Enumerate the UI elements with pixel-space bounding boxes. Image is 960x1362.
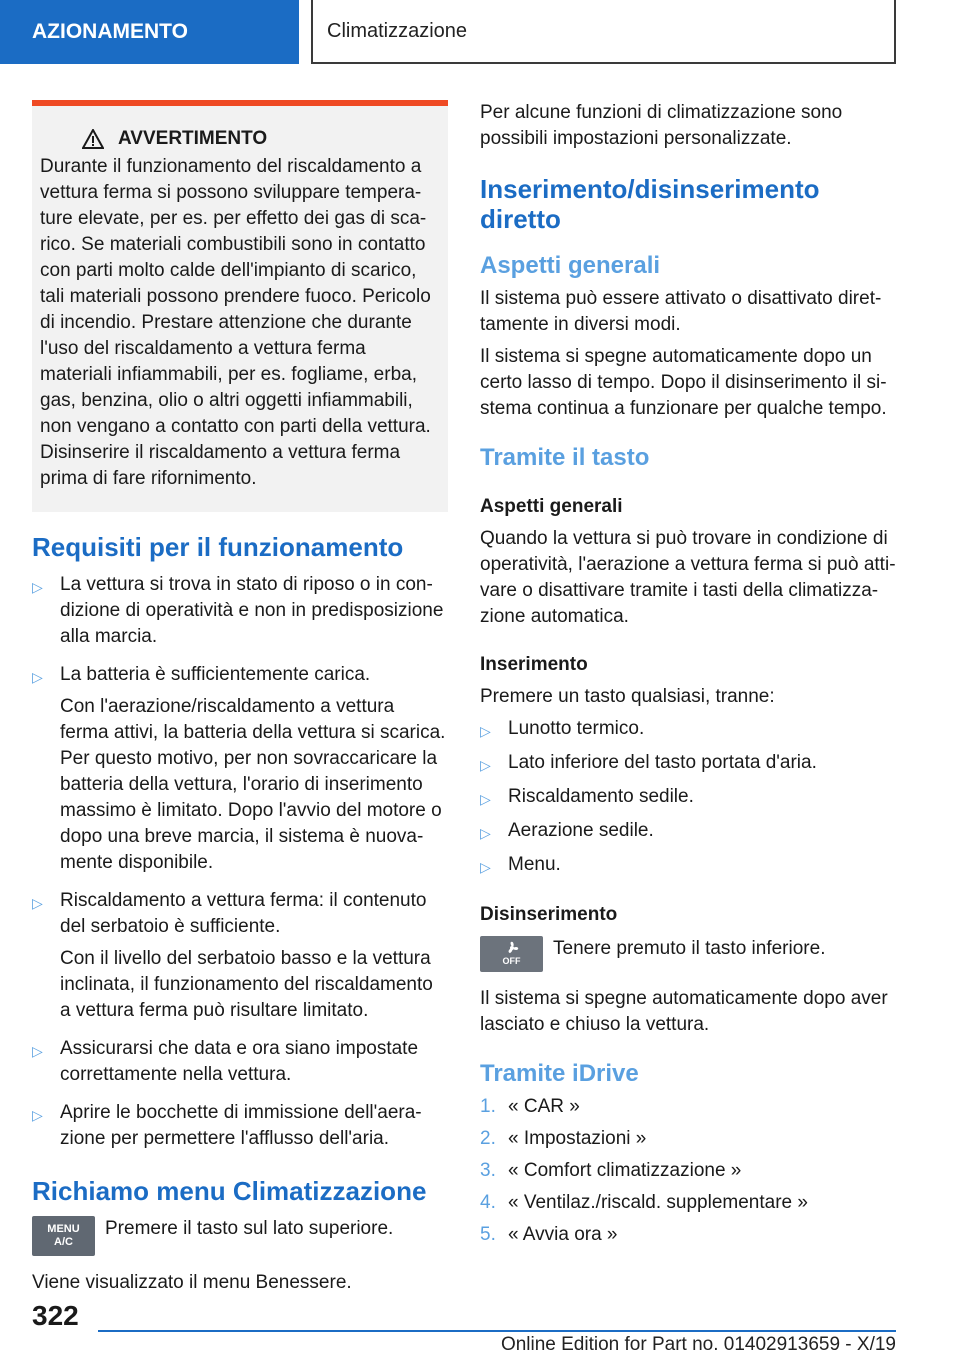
idrive-heading: Tramite iDrive [480,1060,639,1087]
requisiti-list [32,572,448,1158]
step-text: « Ventilaz./riscald. supplementare » [508,1192,808,1213]
off-key-row [480,936,898,972]
step-item [480,1158,898,1184]
inserimento-heading: Inserimento/disinserimento diretto [480,174,820,234]
list-item-text: Riscaldamento a vettura ferma: il contenuto del serbatoio è sufficiente. [60,890,427,937]
step-text: « Avvia ora » [508,1224,618,1245]
menu-ac-key-icon [32,1216,95,1256]
fan-off-key-icon [480,936,543,972]
list-item-text: La vettura si trova in stato di riposo o in condizione di operatività e non in predisposizione alla marcia. [60,574,444,647]
page-number: 322 [32,1300,79,1331]
richiamo-heading: Richiamo menu Climatizzazione [32,1176,427,1206]
left-column [32,100,448,1302]
idrive-steps [480,1094,898,1248]
triangle-bullet-icon: ▷ [480,757,491,773]
footer-edition: Online Edition for Part no. 01402913659 - X/19 [500,1334,896,1355]
aspetti-text-1: Il sistema può essere attivato o disattivato direttamente in diversi modi. [480,288,882,335]
list-item-text: Lunotto termico. [508,718,645,739]
list-item [480,784,898,812]
requisiti-heading: Requisiti per il funzionamento [32,532,404,562]
inserimento-list [480,716,898,880]
step-text: « Impostazioni » [508,1128,647,1149]
list-item-extra: Con il livello del serbatoio basso e la vettura inclinata, il funzionamento del riscaldamento a vettura ferma può risultare limitato. [60,948,433,1021]
triangle-bullet-icon: ▷ [32,669,43,685]
step-number: 5. [480,1224,496,1245]
step-item [480,1126,898,1152]
list-item-text: La batteria è sufficientemente carica. [60,664,371,685]
off-key-text: Tenere premuto il tasto inferiore. [553,938,826,959]
triangle-bullet-icon: ▷ [480,825,491,841]
list-item-text: Riscaldamento sedile. [508,786,694,807]
chapter-label: Climatizzazione [327,19,468,42]
step-number: 2. [480,1128,496,1149]
key-line2: A/C [54,1236,73,1248]
list-item-text: Aerazione sedile. [508,820,654,841]
step-number: 1. [480,1096,496,1117]
warning-title [82,128,438,150]
list-item-text: Lato inferiore del tasto portata d'aria. [508,752,817,773]
list-item [480,818,898,846]
warning-box [32,100,448,512]
aspetti-heading: Aspetti generali [480,252,661,279]
footer-divider [98,1330,896,1332]
inserimento-subheading: Inserimento [480,654,588,675]
menu-key-text: Premere il tasto sul lato superiore. [105,1218,394,1239]
intro-text: Per alcune funzioni di climatizzazione sono possibili impostazioni personalizzate. [480,102,843,149]
triangle-bullet-icon: ▷ [480,859,491,875]
richiamo-after-text: Viene visualizzato il menu Benessere. [32,1272,352,1293]
step-item [480,1094,898,1120]
triangle-bullet-icon: ▷ [32,579,43,595]
section-label: AZIONAMENTO [32,20,188,43]
list-item [32,662,448,882]
right-column [480,100,898,1254]
tasto-aspetti-text: Quando la vettura si può trovare in condizione di operatività, l'aerazione a vettura ferma si può attivare o disattivare tramite i tasti della climatizzazione automatica. [480,528,896,627]
step-number: 4. [480,1192,496,1213]
step-item [480,1222,898,1248]
step-item [480,1190,898,1216]
list-item-text: Menu. [508,854,561,875]
triangle-bullet-icon: ▷ [32,1043,43,1059]
list-item [32,1036,448,1094]
aspetti-text-2: Il sistema si spegne automaticamente dopo un certo lasso di tempo. Dopo il disinserimento il sistema continua a funzionare per qualche tempo. [480,346,887,419]
step-text: « Comfort climatizzazione » [508,1160,742,1181]
tasto-aspetti-heading: Aspetti generali [480,496,623,517]
warning-icon [82,129,104,149]
list-item [32,1100,448,1158]
triangle-bullet-icon: ▷ [32,895,43,911]
list-item-extra: Con l'aerazione/riscaldamento a vettura ferma attivi, la batteria della vettura si scarica. Per questo motivo, per non sovraccaricare la batteria della vettura, l'orario di inserimento massimo è limitato. Dopo l'avvio del motore o dopo una breve marcia, il sistema è nuovamente disponibile. [60,696,446,873]
menu-key-row [32,1216,448,1256]
warning-title-text: AVVERTIMENTO [118,128,268,149]
list-item [480,750,898,778]
triangle-bullet-icon: ▷ [32,1107,43,1123]
tasto-heading: Tramite il tasto [480,444,650,471]
header-chapter [311,0,896,64]
disinserimento-after-text: Il sistema si spegne automaticamente dopo aver lasciato e chiuso la vettura. [480,988,888,1035]
list-item [480,716,898,744]
triangle-bullet-icon: ▷ [480,723,491,739]
list-item [480,852,898,880]
list-item [32,888,448,1030]
list-item [32,572,448,656]
step-number: 3. [480,1160,496,1181]
warning-text: Durante il funzionamento del riscaldamento a vettura ferma si possono sviluppare temperature elevate, per es. per effetto dei gas di scarico. Se materiali combustibili sono in contatto con parti molto calde dell'impianto di scarico, tali materiali possono prendere fuoco. Pericolo di incendio. Prestare attenzione che durante l'uso del riscaldamento a vettura ferma materiali infiammabili, per es. fogliame, erba, gas, benzina, olio o altri oggetti infiammabili, non vengano a contatto con parti della vettura. Disinserire il riscaldamento a vettura ferma prima di fare rifornimento. [40,156,431,489]
list-item-text: Assicurarsi che data e ora siano impostate correttamente nella vettura. [60,1038,419,1085]
inserimento-text: Premere un tasto qualsiasi, tranne: [480,686,775,707]
header-section [0,0,299,64]
disinserimento-heading: Disinserimento [480,904,618,925]
triangle-bullet-icon: ▷ [480,791,491,807]
off-label: OFF [502,955,521,966]
fan-icon [502,941,522,955]
step-text: « CAR » [508,1096,580,1117]
key-line1: MENU [47,1223,80,1235]
list-item-text: Aprire le bocchette di immissione dell'aerazione per permettere l'afflusso dell'aria. [60,1102,422,1149]
